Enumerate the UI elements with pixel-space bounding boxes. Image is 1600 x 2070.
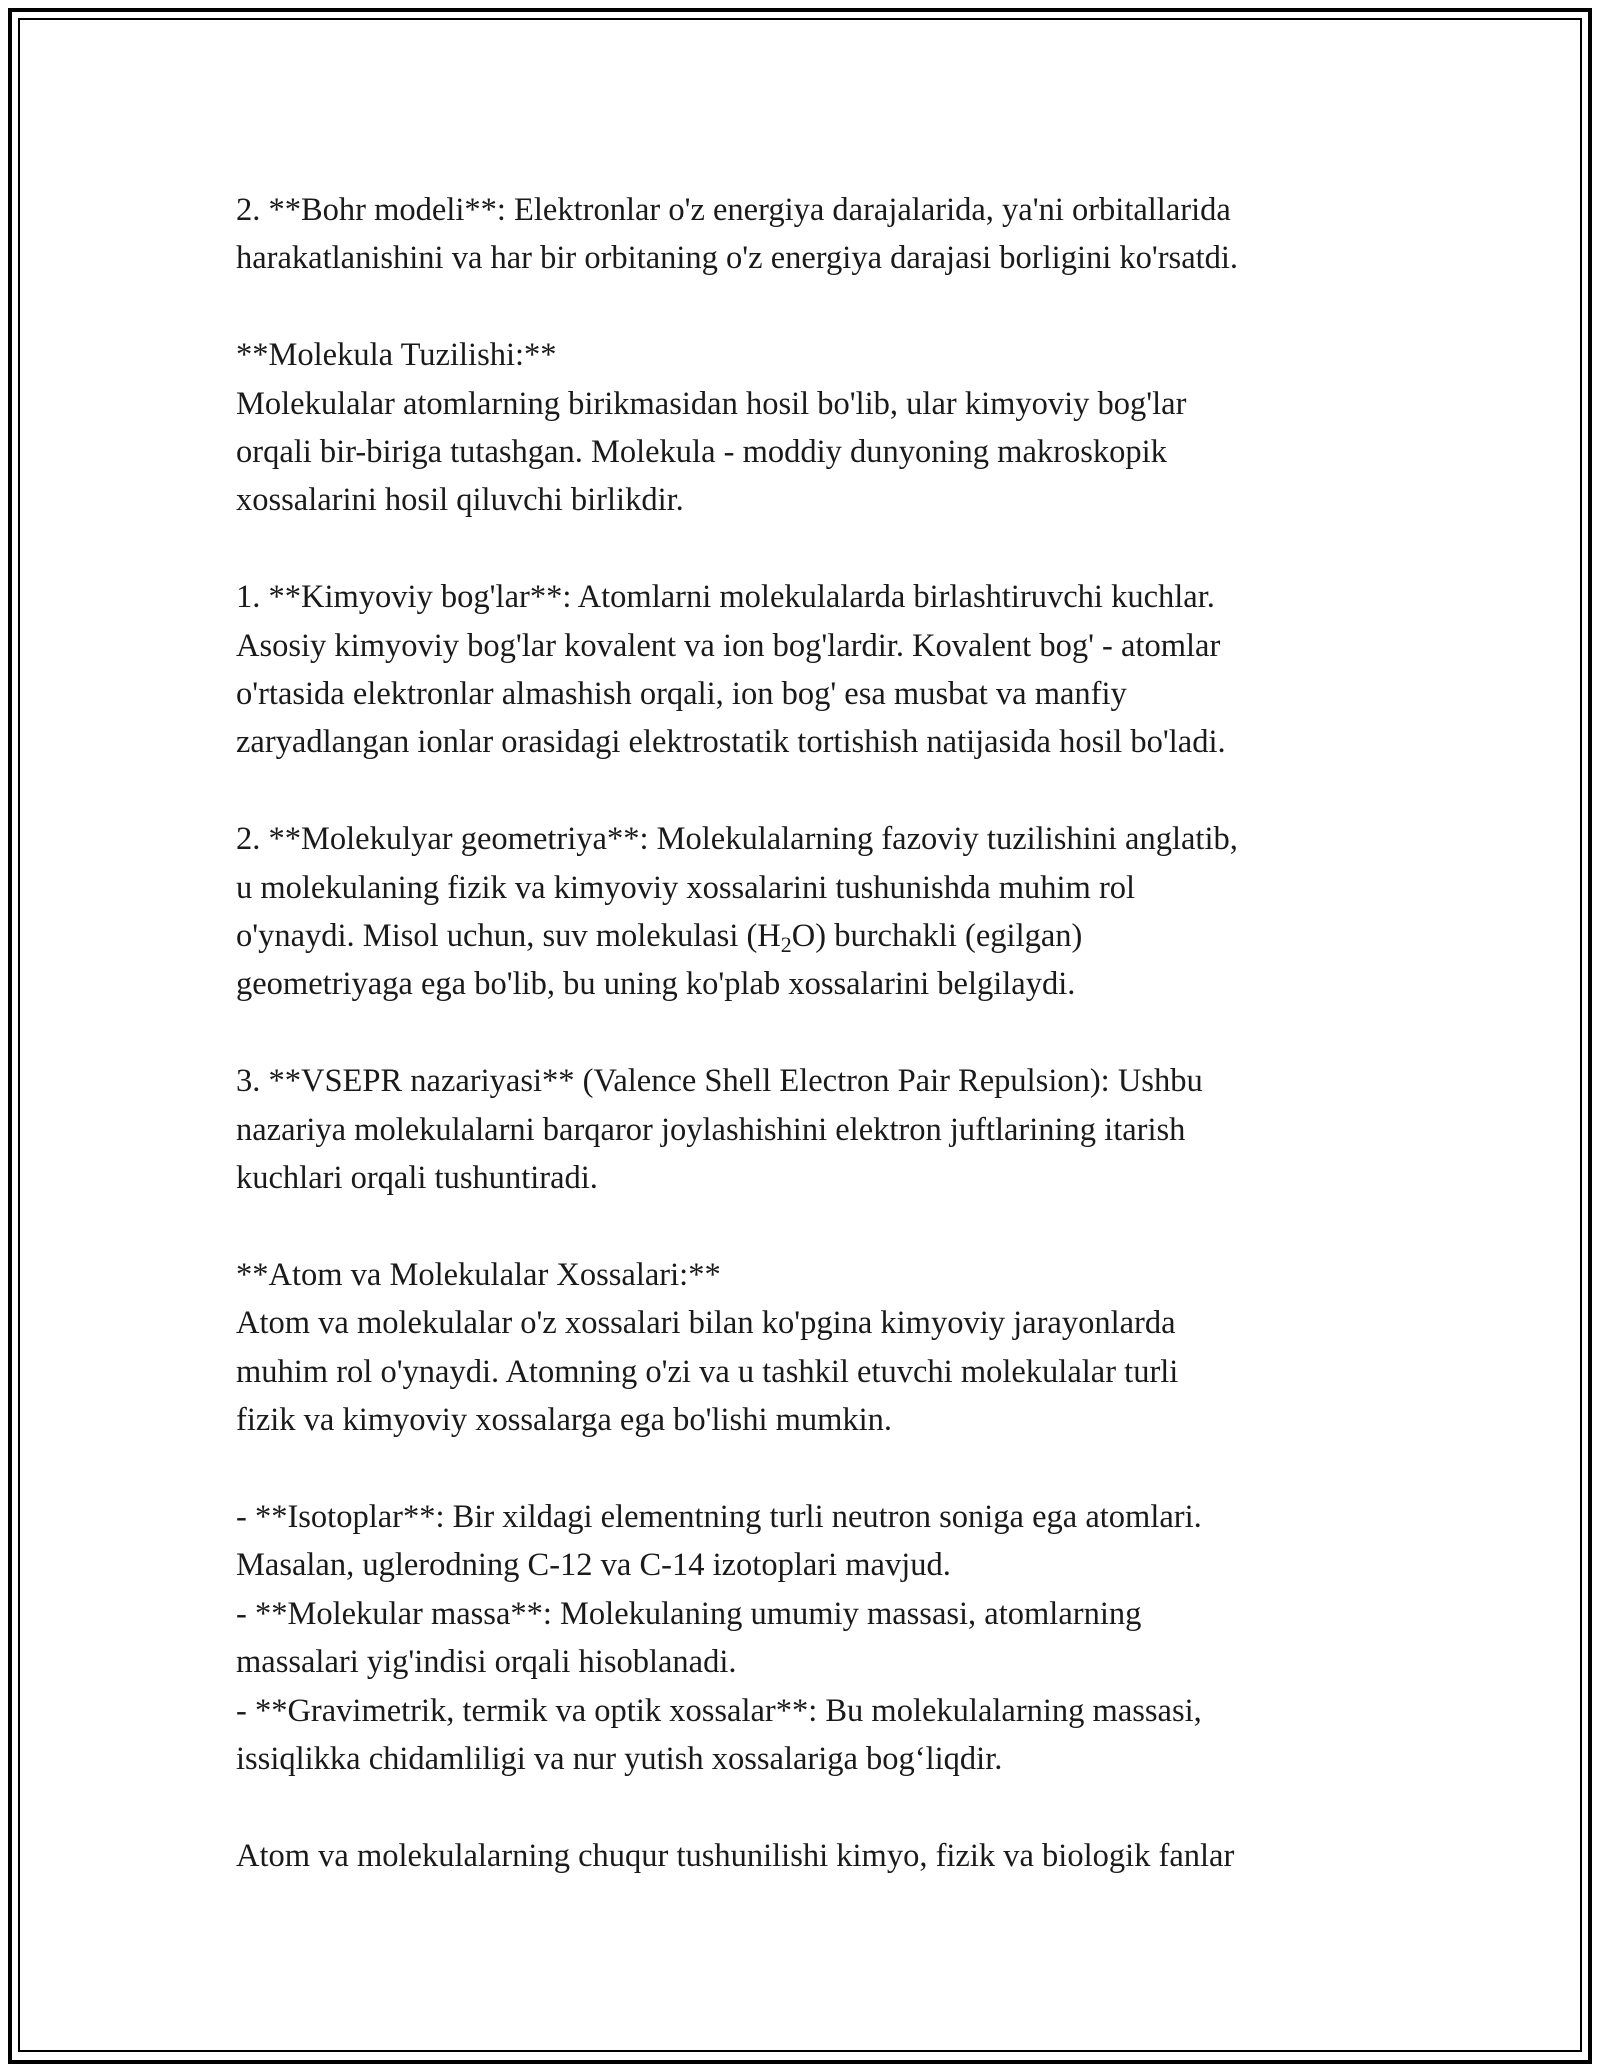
text-line: nazariya molekulalarni barqaror joylashishini elektron juftlarining itarish	[236, 1111, 1186, 1148]
list-item: - **Molekular massa**: Molekulaning umumiy massasi, atomlarning	[236, 1595, 1142, 1632]
paragraph-properties	[236, 1251, 1416, 1445]
text-line: kuchlari orqali tushuntiradi.	[236, 1160, 598, 1197]
formula-text-after: O) burchakli (egilgan)	[791, 918, 1083, 955]
paragraph-chemical-bonds	[236, 573, 1416, 767]
paragraph-property-list	[236, 1493, 1416, 1783]
text-line: harakatlanishini va har bir orbitaning o'z energiya darajasi borligini ko'rsatdi.	[236, 240, 1239, 277]
text-line: geometriyaga ega bo'lib, bu uning ko'plab xossalarini belgilaydi.	[236, 966, 1076, 1003]
formula-subscript: 2	[780, 932, 792, 958]
paragraph-vsepr-theory	[236, 1057, 1416, 1202]
text-line: fizik va kimyoviy xossalarga ega bo'lishi mumkin.	[236, 1402, 893, 1439]
text-line: zaryadlangan ionlar orasidagi elektrostatik tortishish natijasida hosil bo'ladi.	[236, 724, 1226, 761]
formula-text-before: o'ynaydi. Misol uchun, suv molekulasi (H	[236, 918, 781, 955]
text-line: 1. **Kimyoviy bog'lar**: Atomlarni molekulalarda birlashtiruvchi kuchlar.	[236, 579, 1215, 616]
text-line: 2. **Bohr modeli**: Elektronlar o'z energiya darajalarida, ya'ni orbitallarida	[236, 192, 1231, 228]
text-line: Atom va molekulalarning chuqur tushunilishi kimyo, fizik va biologik fanlar	[236, 1837, 1235, 1874]
text-line: orqali bir-biriga tutashgan. Molekula - moddiy dunyoning makroskopik	[236, 434, 1167, 471]
text-line: u molekulaning fizik va kimyoviy xossalarini tushunishda muhim rol	[236, 869, 1136, 906]
text-line: o'rtasida elektronlar almashish orqali, ion bog' esa musbat va manfiy	[236, 676, 1127, 713]
list-item: - **Gravimetrik, termik va optik xossalar**: Bu molekulalarning massasi,	[236, 1692, 1202, 1729]
formula-line	[236, 912, 1416, 960]
section-heading: **Atom va Molekulalar Xossalari:**	[236, 1256, 721, 1293]
section-heading: **Molekula Tuzilishi:**	[236, 337, 557, 374]
paragraph-bohr-model	[236, 186, 1416, 283]
text-line: issiqlikka chidamliligi va nur yutish xossalariga bog‘liqdir.	[236, 1740, 1003, 1777]
text-line: Asosiy kimyoviy bog'lar kovalent va ion bog'lardir. Kovalent bog' - atomlar	[236, 627, 1221, 664]
text-line: Atom va molekulalar o'z xossalari bilan ko'pgina kimyoviy jarayonlarda	[236, 1305, 1176, 1342]
text-line: Molekulalar atomlarning birikmasidan hosil bo'lib, ular kimyoviy bog'lar	[236, 385, 1187, 422]
text-line: massalari yig'indisi orqali hisoblanadi.	[236, 1644, 737, 1681]
paragraph-molecular-geometry	[236, 815, 1416, 1009]
text-line: xossalarini hosil qiluvchi birlikdir.	[236, 482, 684, 519]
paragraph-conclusion	[236, 1832, 1416, 1880]
text-line: 2. **Molekulyar geometriya**: Molekulalarning fazoviy tuzilishini anglatib,	[236, 821, 1238, 858]
paragraph-molecule-structure	[236, 331, 1416, 525]
list-item: - **Isotoplar**: Bir xildagi elementning turli neutron soniga ega atomlari.	[236, 1498, 1202, 1535]
text-line: 3. **VSEPR nazariyasi** (Valence Shell Electron Pair Repulsion): Ushbu	[236, 1063, 1203, 1100]
document-body	[236, 186, 1416, 1929]
text-line: muhim rol o'ynaydi. Atomning o'zi va u tashkil etuvchi molekulalar turli	[236, 1353, 1179, 1390]
text-line: Masalan, uglerodning C-12 va C-14 izotoplari mavjud.	[236, 1547, 951, 1584]
